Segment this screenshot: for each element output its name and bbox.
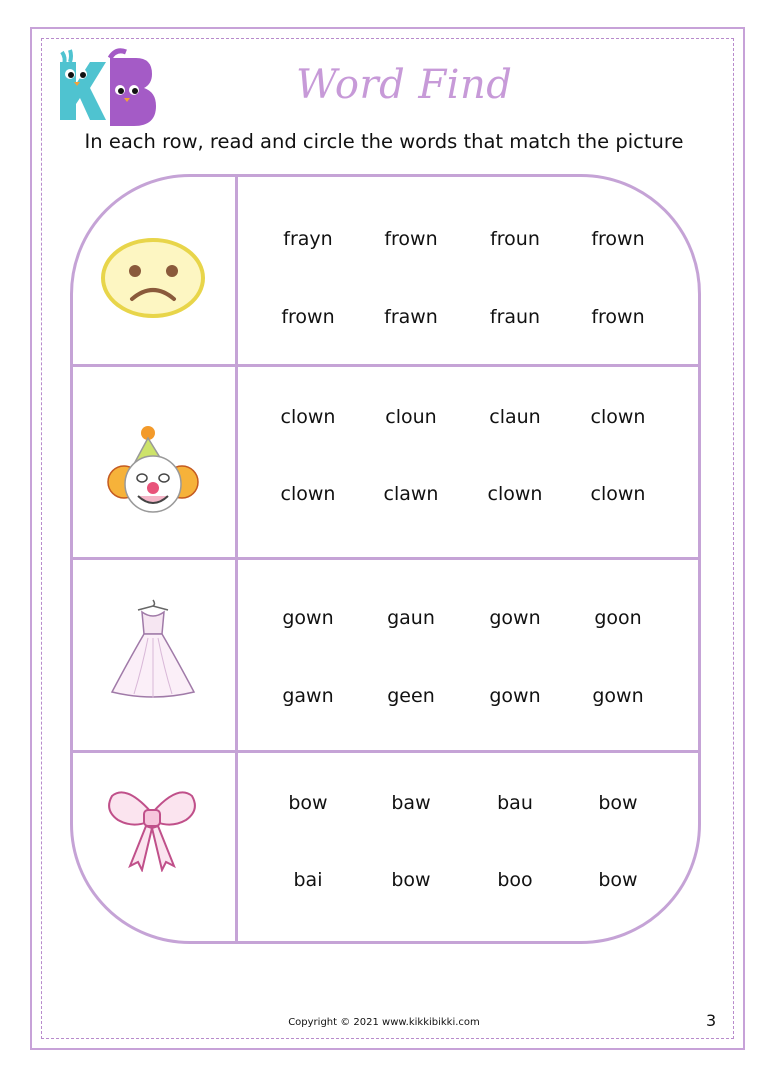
word-cell[interactable]: frown — [384, 228, 438, 250]
word-cell[interactable]: frawn — [384, 306, 438, 328]
word-cell[interactable]: claun — [489, 406, 541, 428]
page-title: Word Find — [296, 62, 513, 108]
word-cell[interactable]: gown — [489, 685, 541, 707]
word-cell[interactable]: clawn — [383, 483, 439, 505]
word-cell[interactable]: gaun — [387, 607, 435, 629]
word-cell[interactable]: gawn — [282, 685, 334, 707]
word-cell[interactable]: baw — [391, 792, 431, 814]
kb-logo-icon — [52, 44, 160, 130]
word-cell[interactable]: boo — [497, 869, 533, 891]
word-cell[interactable]: bai — [293, 869, 323, 891]
word-cell[interactable]: cloun — [385, 406, 437, 428]
word-cell[interactable]: clown — [487, 483, 543, 505]
gown-dress-icon — [108, 598, 198, 700]
page-number: 3 — [706, 1011, 717, 1030]
word-cell[interactable]: bow — [288, 792, 328, 814]
word-cell[interactable]: bow — [598, 792, 638, 814]
bow-ribbon-icon — [106, 786, 196, 872]
word-cell[interactable]: frown — [591, 306, 645, 328]
word-cell[interactable]: geen — [387, 685, 435, 707]
word-cell[interactable]: gown — [282, 607, 334, 629]
word-cell[interactable]: clown — [590, 406, 646, 428]
word-cell[interactable]: bow — [391, 869, 431, 891]
grid-divider-row-2 — [71, 557, 700, 560]
word-cell[interactable]: fraun — [489, 306, 541, 328]
clown-face-icon — [106, 424, 200, 516]
word-cell[interactable]: clown — [280, 483, 336, 505]
word-cell[interactable]: gown — [592, 685, 644, 707]
word-cell[interactable]: clown — [280, 406, 336, 428]
word-cell[interactable]: frown — [591, 228, 645, 250]
grid-divider-row-3 — [71, 750, 700, 753]
copyright-footer: Copyright © 2021 www.kikkibikki.com — [288, 1017, 480, 1028]
word-cell[interactable]: frayn — [283, 228, 333, 250]
word-cell[interactable]: froun — [490, 228, 540, 250]
instruction-text: In each row, read and circle the words that match the picture — [84, 130, 684, 153]
word-cell[interactable]: goon — [594, 607, 642, 629]
word-cell[interactable]: gown — [489, 607, 541, 629]
frown-face-icon — [100, 237, 206, 319]
word-cell[interactable]: frown — [281, 306, 335, 328]
word-cell[interactable]: bow — [598, 869, 638, 891]
word-cell[interactable]: clown — [590, 483, 646, 505]
word-cell[interactable]: bau — [497, 792, 533, 814]
grid-divider-row-1 — [71, 364, 700, 367]
